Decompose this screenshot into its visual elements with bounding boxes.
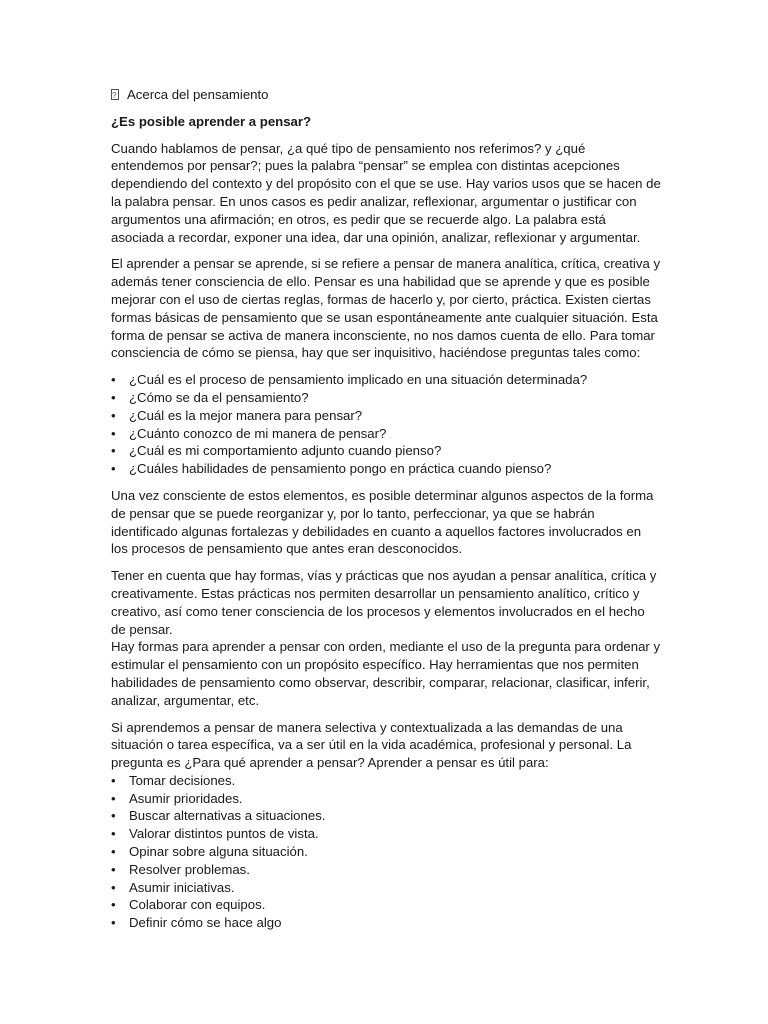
paragraph-5: Hay formas para aprender a pensar con orden, mediante el uso de la pregunta para ordenar y estimular el pensamiento con un propósito específico. Hay herramientas que nos permiten habilidades de pensamiento como observar, describir, comparar, relacionar, clasificar, inferir, analizar, argumentar, etc. [111,639,661,708]
list-item [111,807,661,825]
bullet: • [111,879,116,895]
paragraph-3: Una vez consciente de estos elementos, es posible determinar algunos aspectos de la forma de pensar que se puede reorganizar y, por lo tanto, perfeccionar, ya que se habrán identificado algunas fortalezas y debilidades en cuanto a aquellos factores involucrados en los procesos de pensamiento que antes eran desconocidos. [111,487,654,557]
bullet: • [111,407,116,423]
list-item [111,407,661,425]
section-heading [111,86,661,104]
list-item-text: ¿Cuáles habilidades de pensamiento pongo en práctica cuando pienso? [129,461,552,477]
list-item [111,896,661,914]
questions-list [111,371,661,478]
list-item [111,843,661,861]
list-item-text: Buscar alternativas a situaciones. [129,808,326,824]
list-item-text: Resolver problemas. [129,861,250,877]
bullet: • [111,915,116,931]
list-item [111,460,661,478]
list-item [111,371,661,389]
list-item-text: Colaborar con equipos. [129,897,266,913]
section-heading-text: Acerca del pensamiento [127,87,269,102]
bullet: • [111,372,116,388]
bullet: • [111,826,116,842]
list-item-text: ¿Cuál es mi comportamiento adjunto cuando pienso? [129,443,442,459]
bullet: • [111,790,116,806]
bullet: • [111,897,116,913]
paragraph-4: Tener en cuenta que hay formas, vías y prácticas que nos ayudan a pensar analítica, crítica y creativamente. Estas prácticas nos permiten desarrollar un pensamiento analítico, crítico y creativo, así como tener consciencia de los procesos y elementos involucrados en el hecho de pensar. [111,568,657,637]
list-item-text: Tomar decisiones. [129,772,236,788]
uses-list [111,772,661,932]
document-page [111,86,661,941]
list-item [111,442,661,460]
list-item-text: ¿Cuál es la mejor manera para pensar? [129,407,363,423]
bullet: • [111,844,116,860]
paragraph-2: El aprender a pensar se aprende, si se refiere a pensar de manera analítica, crítica, creativa y además tener consciencia de ello. Pensar es una habilidad que se aprende y que es posible mejorar con el uso de ciertas reglas, formas de hacerlo y, por cierto, práctica. Existen ciertas formas básicas de pensamiento que se usan espontáneamente ante cualquier situación. Esta forma de pensar se activa de manera inconsciente, no nos damos cuenta de ello. Para tomar consciencia de cómo se piensa, hay que ser inquisitivo, haciéndose preguntas tales como: [111,256,661,361]
main-question: ¿Es posible aprender a pensar? [111,113,312,129]
list-item-text: ¿Cuál es el proceso de pensamiento implicado en una situación determinada? [129,372,588,388]
bullet: • [111,808,116,824]
list-item [111,861,661,879]
paragraph-1: Cuando hablamos de pensar, ¿a qué tipo de pensamiento nos referimos? y ¿qué entendemos por pensar?; pues la palabra “pensar” se emplea con distintas acepciones dependiendo del contexto y del propósito con el que se use. Hay varios usos que se hacen de la palabra pensar. En unos casos es pedir analizar, reflexionar, argumentar o justificar con argumentos una afirmación; en otros, es pedir que se recuerde algo. La palabra está asociada a recordar, exponer una idea, dar una opinión, analizar, reflexionar y argumentar. [111,140,661,245]
list-item-text: ¿Cómo se da el pensamiento? [129,389,309,405]
bullet: • [111,443,116,459]
paragraph-6: Si aprendemos a pensar de manera selectiva y contextualizada a las demandas de una situación o tarea específica, va a ser útil en la vida académica, profesional y personal. La pregunta es ¿Para qué aprender a pensar? Aprender a pensar es útil para: [111,719,632,771]
missing-glyph-icon [111,89,119,100]
list-item-text: Opinar sobre alguna situación. [129,844,308,860]
list-item [111,772,661,790]
bullet: • [111,461,116,477]
list-item [111,790,661,808]
bullet: • [111,389,116,405]
list-item [111,879,661,897]
list-item-text: ¿Cuánto conozco de mi manera de pensar? [129,425,387,441]
list-item-text: Asumir iniciativas. [129,879,235,895]
list-item [111,389,661,407]
bullet: • [111,425,116,441]
list-item-text: Definir cómo se hace algo [129,915,282,931]
bullet: • [111,861,116,877]
list-item-text: Asumir prioridades. [129,790,243,806]
list-item [111,914,661,932]
list-item [111,825,661,843]
list-item-text: Valorar distintos puntos de vista. [129,826,319,842]
list-item [111,425,661,443]
bullet: • [111,772,116,788]
